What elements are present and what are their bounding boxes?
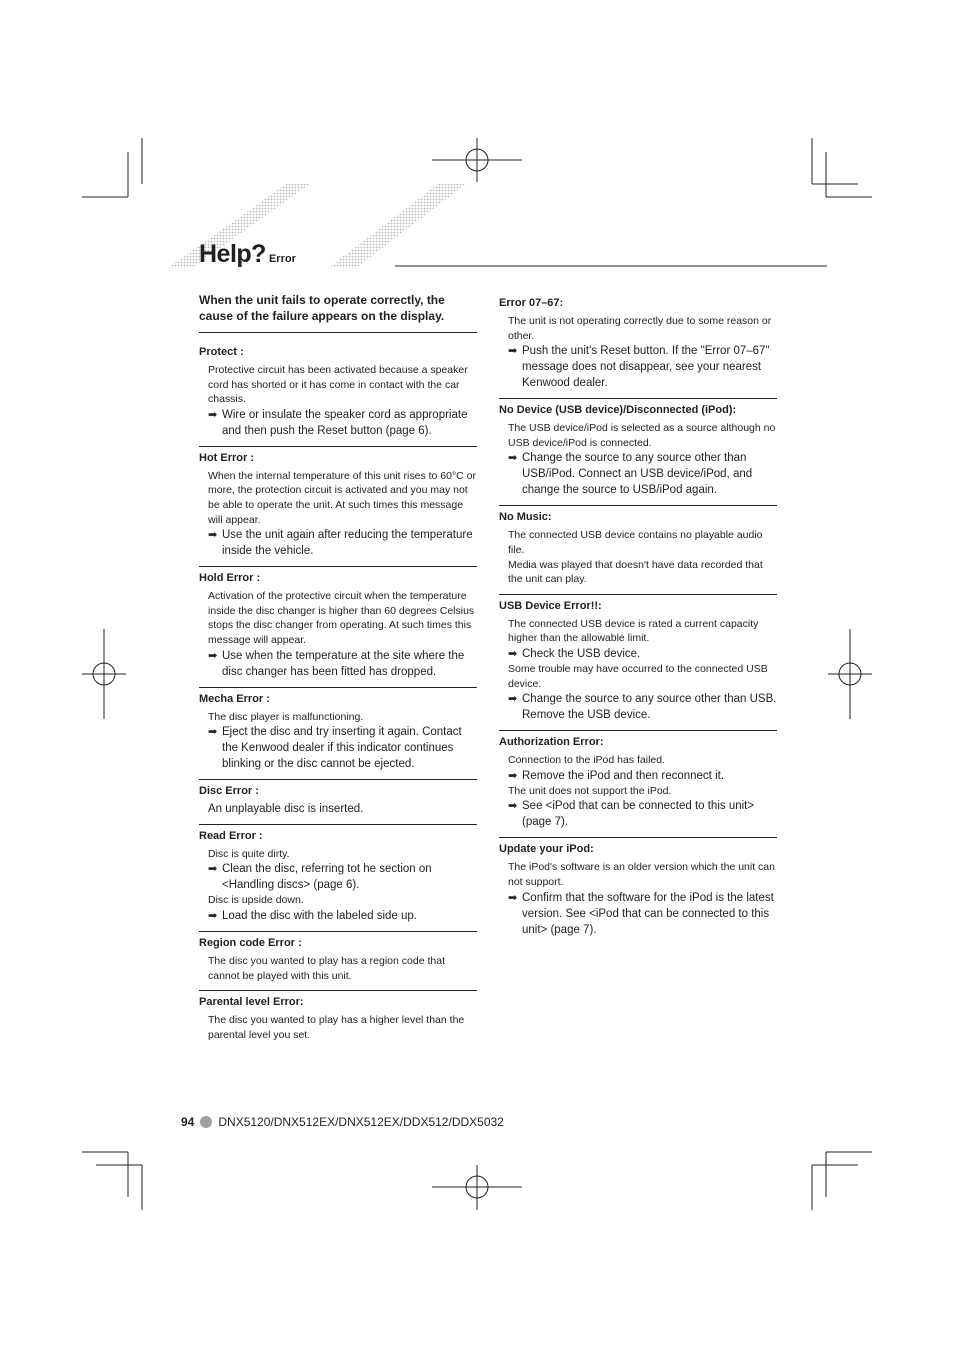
error-section [199, 780, 477, 825]
remedy-text [199, 861, 477, 893]
remedy-label: Eject the disc and try inserting it again. Contact the Kenwood dealer if this indicator continues blinking or the disc cannot be ejected. [222, 726, 462, 771]
cause-text: Connection to the iPod has failed. [508, 754, 666, 767]
remedy-text [499, 646, 777, 662]
model-list: DNX5120/DNX512EX/DNX512EX/DDX512/DDX5032 [218, 1115, 504, 1129]
arrow-right-icon: ➡ [208, 529, 218, 542]
remedy-label: Use the unit again after reducing the temperature inside the vehicle. [222, 529, 473, 558]
remedy-label: Confirm that the software for the iPod is the latest version. See <iPod that can be connected to this unit> (page 7). [522, 891, 774, 936]
cause-text: The disc player is malfunctioning. [208, 710, 364, 723]
arrow-right-icon: ➡ [508, 452, 518, 465]
remedy-label: Use when the temperature at the site where the disc changer has been fitted has dropped. [222, 649, 465, 678]
cause-text: The disc you wanted to play has a region code that cannot be played with this unit. [208, 954, 445, 982]
cause-text: Disc is quite dirty. [208, 847, 290, 860]
remedy-text [499, 768, 777, 784]
error-section [199, 341, 477, 447]
remedy-text [499, 343, 777, 391]
error-title: Mecha Error : [199, 692, 270, 705]
arrow-right-icon: ➡ [208, 408, 218, 421]
error-section [199, 688, 477, 781]
error-section [199, 932, 477, 991]
page-number: 94 [181, 1115, 195, 1129]
page-header [199, 240, 296, 269]
error-section [199, 991, 477, 1049]
remedy-label: Wire or insulate the speaker cord as appropriate and then push the Reset button (page 6). [222, 408, 468, 437]
error-title: Error 07–67: [499, 297, 564, 309]
error-title: Disc Error : [199, 785, 259, 798]
intro-text: When the unit fails to operate correctly, the cause of the failure appears on the display. [199, 292, 477, 333]
cause-text: Some trouble may have occurred to the connected USB device. [508, 662, 768, 690]
arrow-right-icon: ➡ [508, 345, 518, 358]
error-section [499, 506, 777, 594]
bullet-dot-icon [200, 1116, 212, 1128]
error-title: Region code Error : [199, 936, 302, 949]
remedy-label: Change the source to any source other than USB. Remove the USB device. [522, 693, 777, 722]
error-section [199, 567, 477, 687]
remedy-text [499, 691, 777, 723]
error-section [499, 838, 777, 944]
remedy-text [199, 908, 477, 924]
right-sections [499, 292, 777, 945]
remedy-label: See <iPod that can be connected to this unit> (page 7). [522, 800, 755, 829]
arrow-right-icon: ➡ [508, 891, 518, 904]
error-title: Parental level Error: [199, 996, 304, 1009]
remedy-text [199, 407, 477, 439]
error-title: Hot Error : [199, 451, 254, 464]
error-section [199, 447, 477, 567]
error-title: Read Error : [199, 829, 263, 842]
remedy-text [199, 648, 477, 680]
arrow-right-icon: ➡ [508, 647, 518, 660]
remedy-label: Clean the disc, referring tot he section on <Handling discs> (page 6). [222, 863, 432, 892]
remedy-label: Push the unit's Reset button. If the "Error 07–67" message does not disappear, see your nearest Kenwood dealer. [522, 345, 770, 390]
remedy-label: Check the USB device. [522, 647, 641, 660]
remedy-label: Change the source to any source other than USB/iPod. Connect an USB device/iPod, and change the source to USB/iPod again. [522, 452, 753, 497]
remedy-text [199, 724, 477, 772]
error-title: Update your iPod: [499, 843, 594, 856]
cause-text: The unit does not support the iPod. [508, 784, 672, 797]
arrow-right-icon: ➡ [208, 649, 218, 662]
left-column [199, 292, 477, 1049]
cause-text: The disc you wanted to play has a higher level than the parental level you set. [208, 1014, 465, 1041]
arrow-right-icon: ➡ [208, 726, 218, 739]
cause-text: The unit is not operating correctly due to some reason or other. [508, 315, 772, 342]
cause-text: When the internal temperature of this unit rises to 60°C or more, the protection circuit is activated and you may not be able to operate the unit. At such times this message will appear. [208, 469, 476, 526]
error-title: Hold Error : [199, 572, 261, 585]
cause-text: The iPod's software is an older version which the unit can not support. [508, 861, 775, 888]
error-section [499, 595, 777, 731]
cause-text: The USB device/iPod is selected as a source although no USB device/iPod is connected. [508, 422, 776, 449]
page-footer [181, 1115, 504, 1129]
remedy-text [499, 890, 777, 938]
arrow-right-icon: ➡ [208, 863, 218, 876]
error-section [499, 292, 777, 399]
remedy-label: Load the disc with the labeled side up. [222, 909, 417, 922]
error-title: Protect : [199, 346, 244, 358]
error-title: USB Device Error!!: [499, 599, 602, 612]
arrow-right-icon: ➡ [208, 909, 218, 922]
error-section [199, 825, 477, 932]
right-column [499, 292, 777, 945]
error-title: No Device (USB device)/Disconnected (iPod): [499, 404, 737, 417]
header-title: Help? [199, 240, 266, 268]
arrow-right-icon: ➡ [508, 693, 518, 706]
remedy-text [199, 527, 477, 559]
error-title: Authorization Error: [499, 736, 604, 749]
cause-text: Protective circuit has been activated because a speaker cord has shorted or it has come in contact with the car chassis. [208, 364, 468, 406]
arrow-right-icon: ➡ [508, 800, 518, 813]
cause-text: An unplayable disc is inserted. [208, 803, 364, 816]
header-subtitle: Error [268, 253, 296, 265]
cause-text: The connected USB device contains no playable audio file. [508, 529, 763, 556]
error-title: No Music: [499, 511, 552, 524]
cause-text: Disc is upside down. [208, 894, 304, 907]
error-section [499, 731, 777, 838]
cause-text: Activation of the protective circuit when the temperature inside the disc changer is higher than 60 degrees Celsius stops the disc changer from operating. At such times this message will appear. [208, 590, 475, 646]
remedy-text [499, 450, 777, 498]
arrow-right-icon: ➡ [508, 769, 518, 782]
remedy-text [499, 798, 777, 830]
remedy-label: Remove the iPod and then reconnect it. [522, 769, 725, 782]
error-section [499, 399, 777, 506]
cause-text: Media was played that doesn't have data recorded that the unit can play. [508, 558, 763, 586]
left-sections [199, 341, 477, 1049]
cause-text: The connected USB device is rated a current capacity higher than the allowable limit. [508, 617, 759, 645]
